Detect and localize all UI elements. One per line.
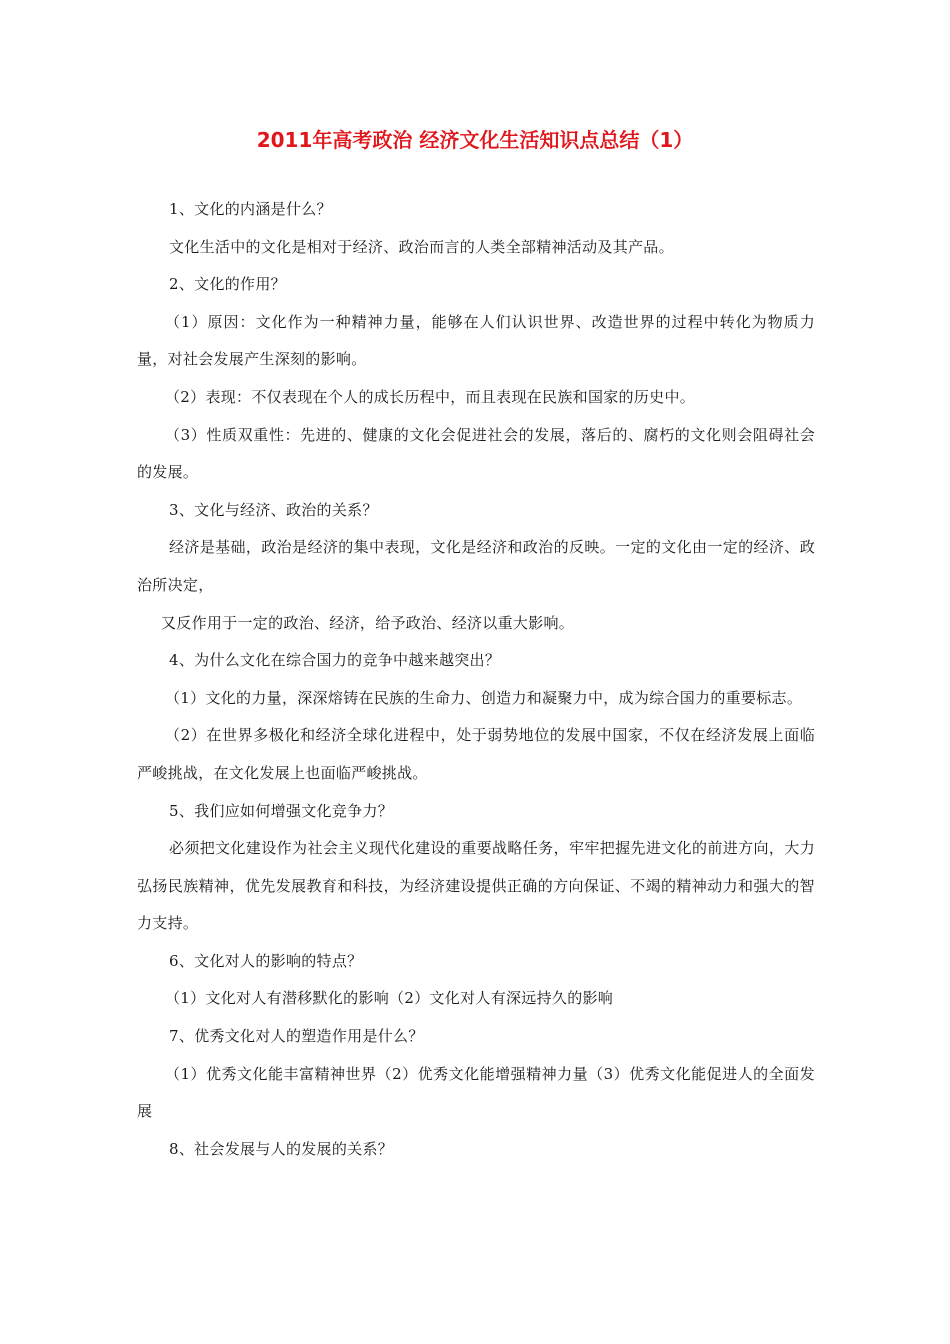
question-6: 6、文化对人的影响的特点？ xyxy=(169,951,363,970)
answer-1: 文化生活中的文化是相对于经济、政治而言的人类全部精神活动及其产品。 xyxy=(169,237,674,256)
answer-4-item-1: （1）文化的力量，深深熔铸在民族的生命力、创造力和凝聚力中，成为综合国力的重要标志。 xyxy=(165,688,803,707)
answer-7: （1）优秀文化能丰富精神世界（2）优秀文化能增强精神力量（3）优秀文化能促进人的全面发展 xyxy=(137,1064,815,1121)
answer-2-item-1: （1）原因：文化作为一种精神力量，能够在人们认识世界、改造世界的过程中转化为物质力量，对社会发展产生深刻的影响。 xyxy=(137,312,815,369)
question-8: 8、社会发展与人的发展的关系？ xyxy=(169,1139,394,1158)
answer-5: 必须把文化建设作为社会主义现代化建设的重要战略任务，牢牢把握先进文化的前进方向，大力弘扬民族精神，优先发展教育和科技，为经济建设提供正确的方向保证、不竭的精神动力和强大的智力支持。 xyxy=(137,839,815,933)
document-title: 2011年高考政治 经济文化生活知识点总结（1） xyxy=(256,128,694,152)
question-3: 3、文化与经济、政治的关系？ xyxy=(169,500,378,519)
question-5: 5、我们应如何增强文化竞争力？ xyxy=(169,801,394,820)
answer-3-part-1: 经济是基础，政治是经济的集中表现，文化是经济和政治的反映。一定的文化由一定的经济、政治所决定， xyxy=(137,538,815,594)
document-body xyxy=(137,191,815,1168)
answer-3-part-2: 又反作用于一定的政治、经济，给予政治、经济以重大影响。 xyxy=(161,613,575,632)
answer-4-item-2: （2）在世界多极化和经济全球化进程中，处于弱势地位的发展中国家，不仅在经济发展上面临严峻挑战，在文化发展上也面临严峻挑战。 xyxy=(137,726,815,782)
answer-2-item-3: （3）性质双重性：先进的、健康的文化会促进社会的发展，落后的、腐朽的文化则会阻碍社会的发展。 xyxy=(137,425,815,482)
question-4: 4、为什么文化在综合国力的竞争中越来越突出？ xyxy=(169,651,501,670)
answer-2-item-2: （2）表现：不仅表现在个人的成长历程中，而且表现在民族和国家的历史中。 xyxy=(165,387,696,406)
question-7: 7、优秀文化对人的塑造作用是什么？ xyxy=(169,1027,424,1046)
question-2: 2、文化的作用？ xyxy=(169,275,286,294)
answer-6: （1）文化对人有潜移默化的影响（2）文化对人有深远持久的影响 xyxy=(165,989,614,1008)
question-1: 1、文化的内涵是什么？ xyxy=(169,200,332,218)
